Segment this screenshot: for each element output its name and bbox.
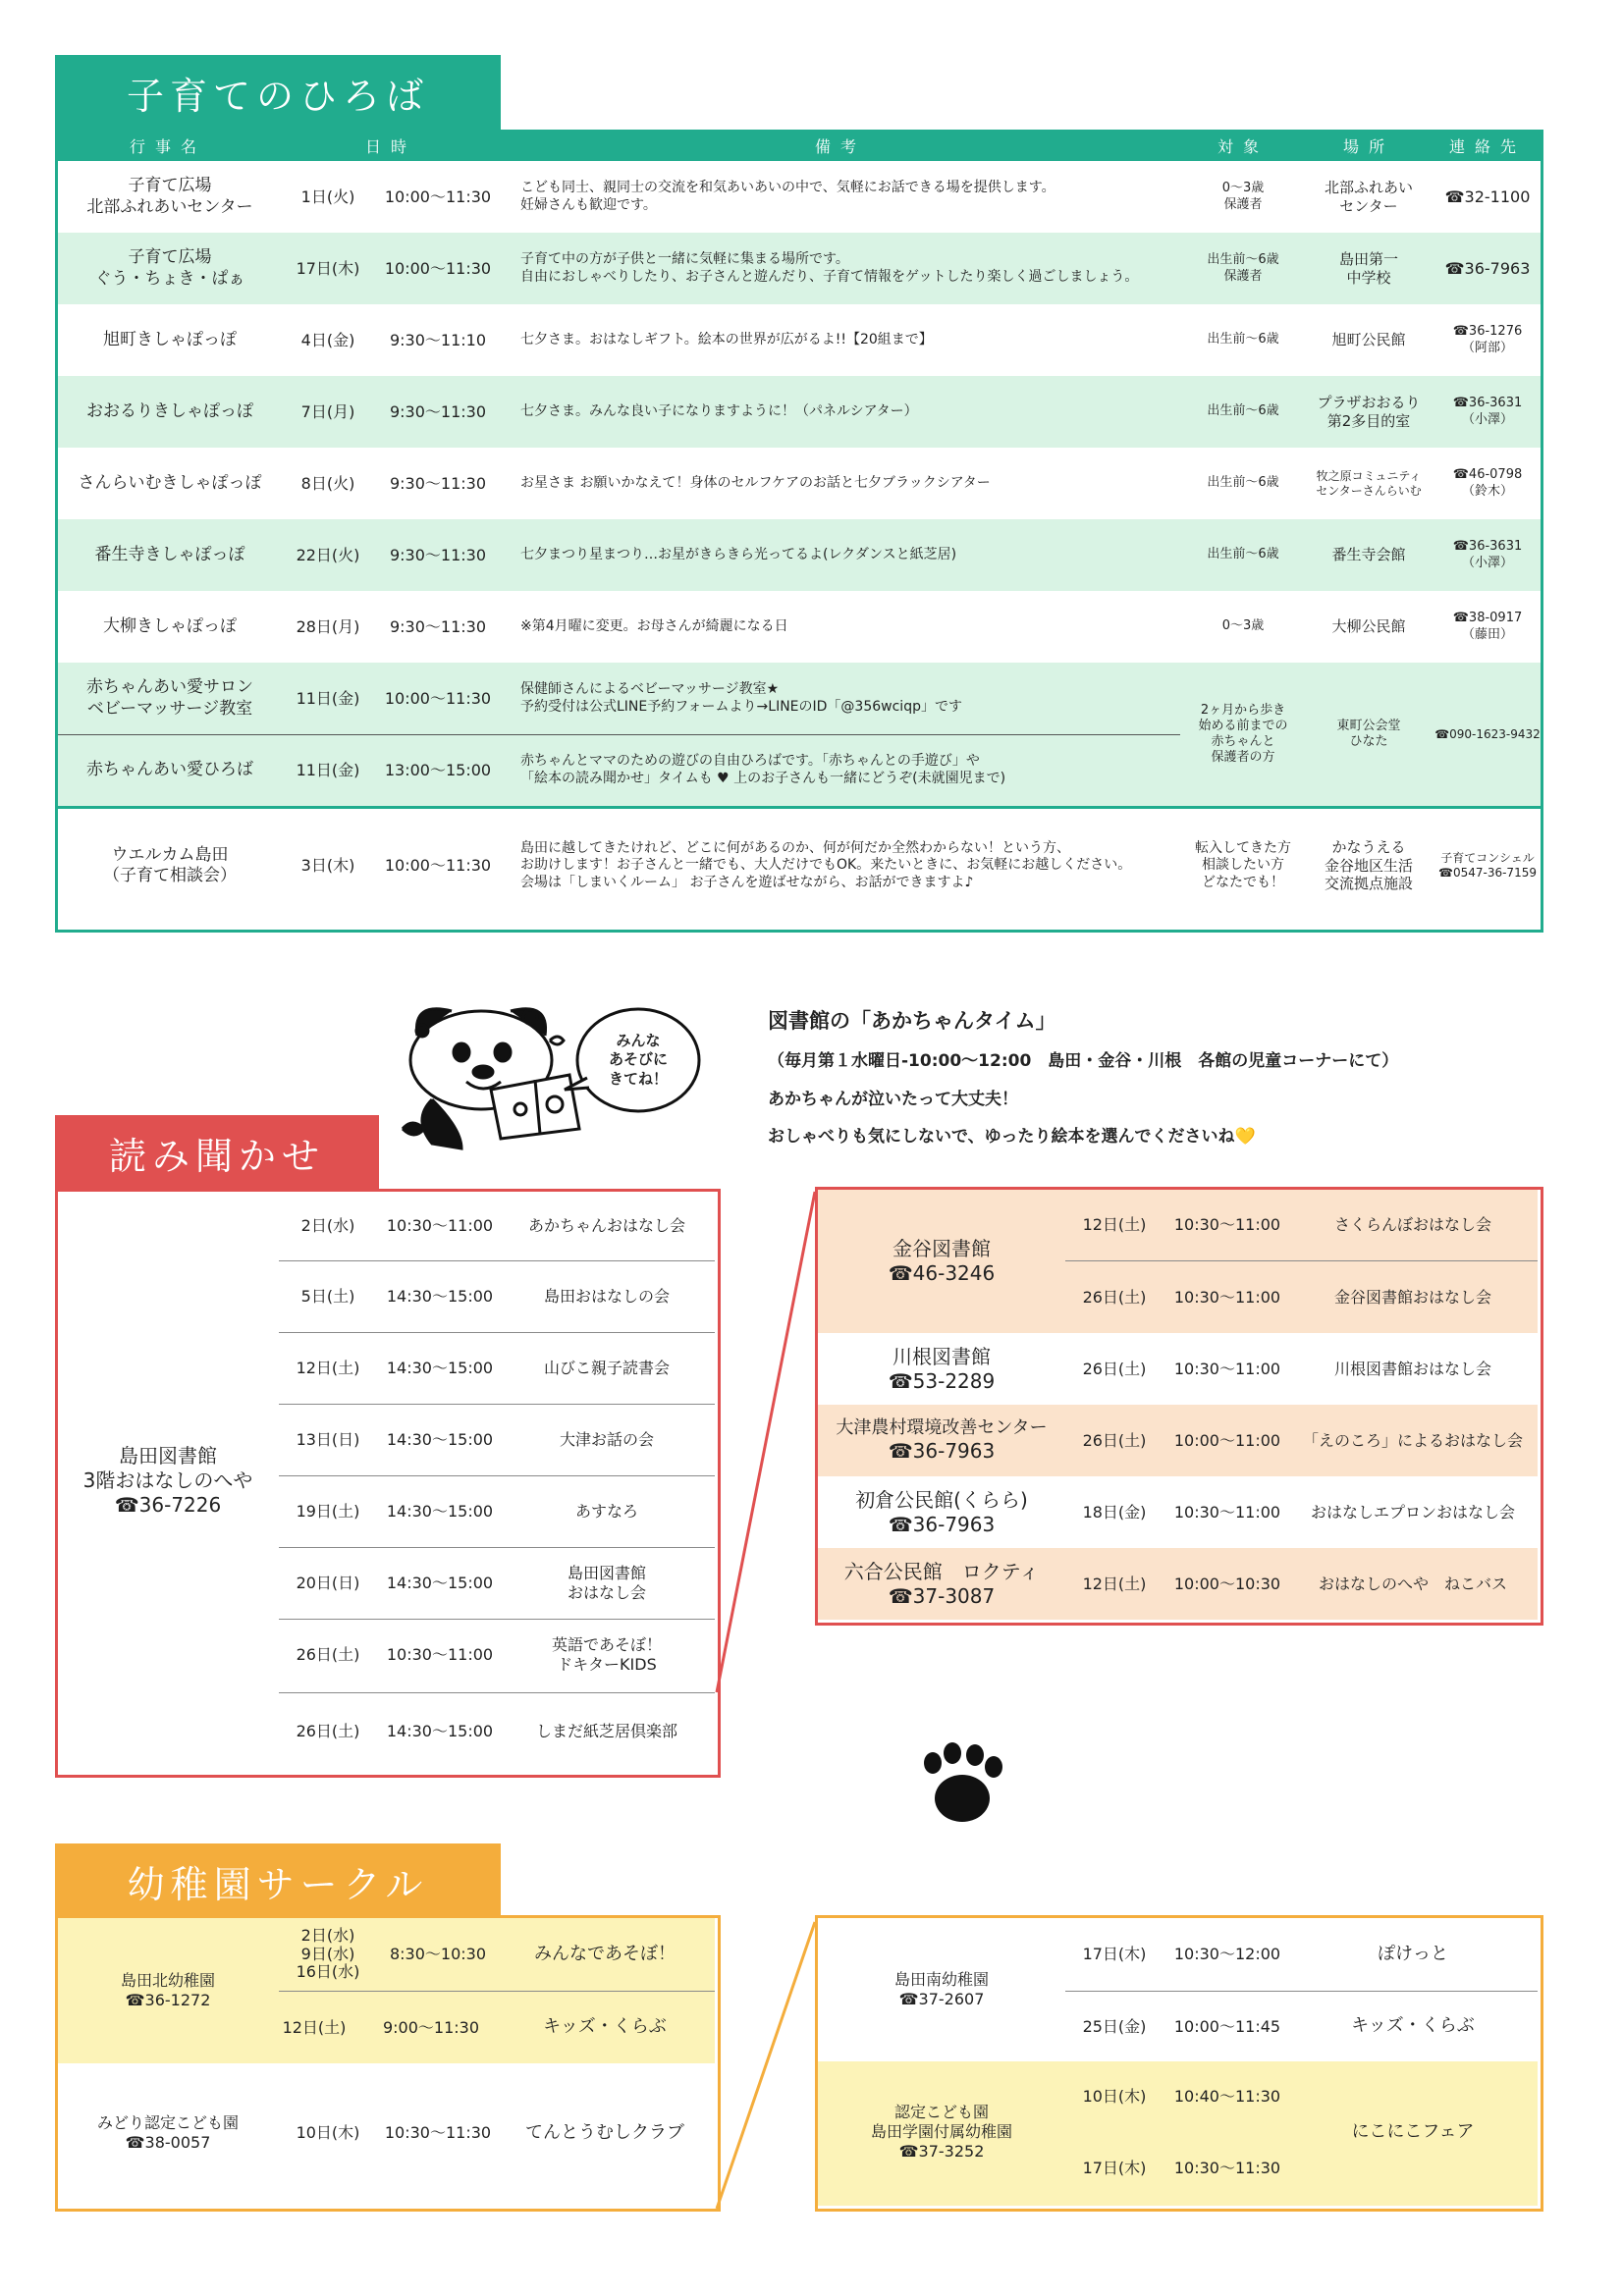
yomi-event: おはなしエプロンおはなし会 [1310, 1502, 1515, 1522]
yomi-time: 14:30～15:00 [386, 1722, 494, 1740]
library-venue-tel: ☎36-7963 [888, 1512, 996, 1536]
event-name: 大柳きしゃぽっぽ [103, 615, 237, 636]
circle-time: 9:00～11:30 [382, 2017, 480, 2037]
yomi-title-tab [55, 1115, 379, 1190]
event-target: 0～3歳 保護者 [1221, 181, 1265, 212]
yomi-day: 26日(土) [296, 1722, 360, 1740]
event-name: 旭町きしゃぽっぽ [103, 329, 237, 349]
row-line [279, 1547, 715, 1548]
yomi-event: 島田おはなしの会 [543, 1287, 670, 1306]
yomi-event: 英語であそぼ！ ドキターKIDS [551, 1635, 662, 1674]
event-name: 子育て広場 ぐう・ちょき・ぱぁ [94, 247, 245, 289]
event-note: 七夕まつり星まつり…お星がきらきら光ってるよ(レクダンスと紙芝居) [520, 546, 957, 562]
event-note: 島田に越してきたけれど、どこに何があるのか、何が何だか全然わからない！という方、 お助けします！お子さんと一緒でも、大人だけでもOK。来たいときに、お気軽にお越しください。 会場は「しまいくルーム」 お子さんを遊ばせながら、お話ができますよ♪ [520, 839, 1132, 890]
event-contact: ☎090-1623-9432 [1434, 726, 1541, 741]
event-place: 大柳公民館 [1331, 617, 1406, 636]
circle-time: 10:30～11:30 [1173, 2158, 1281, 2177]
event-contact: ☎46-0798 （鈴木） [1452, 467, 1523, 499]
event-day: 3日(木) [300, 856, 355, 875]
hiroba-header-contact: 連絡先 [1448, 136, 1526, 156]
yomi-time: 14:30～15:00 [386, 1359, 494, 1377]
kindergarten-venue: 島田南幼稚園 ☎37-2607 [893, 1970, 989, 2008]
event-day: 1日(火) [300, 187, 355, 206]
event-time: 13:00～15:00 [384, 760, 492, 779]
circle-event: キッズ・くらぶ [543, 2016, 667, 2038]
event-place: 島田第一 中学校 [1338, 249, 1398, 287]
dog-icon [403, 1009, 579, 1148]
event-target: 出生前～6歳 [1207, 332, 1279, 347]
library-venue-name: 川根図書館 [893, 1344, 991, 1368]
yomi-event: 川根図書館おはなし会 [1333, 1359, 1491, 1378]
hiroba-header-datetime: 日時 [364, 136, 416, 156]
event-time: 9:30～11:30 [389, 401, 487, 421]
event-day: 11日(金) [296, 760, 360, 779]
circle-day: 10日(木) [1082, 2087, 1147, 2106]
yomi-time: 14:30～15:00 [386, 1502, 494, 1521]
yomi-time: 10:30～11:00 [1173, 1359, 1281, 1378]
event-place: 番生寺会館 [1331, 546, 1406, 564]
yomi-day: 26日(土) [296, 1645, 360, 1664]
yomi-time: 10:30～11:00 [386, 1216, 494, 1235]
yomi-event: おはなしのへや ねこバス [1318, 1574, 1507, 1593]
event-contact: ☎32-1100 [1444, 187, 1531, 206]
event-note: 保健師さんによるベビーマッサージ教室★ 予約受付は公式LINE予約フォームより→LINEのID「@356wciqp」です [520, 681, 962, 715]
circle-event: てんとうむしクラブ [525, 2121, 684, 2143]
event-place: 牧之原コミュニティ センターさんらいむ [1316, 468, 1422, 498]
kindergarten-venue: 認定こども園 島田学園付属幼稚園 ☎37-3252 [870, 2103, 1012, 2161]
yomi-connector [717, 1192, 815, 1692]
yomi-day: 12日(土) [1082, 1215, 1147, 1234]
row-line [279, 1475, 715, 1476]
event-note: こども同士、親同士の交流を和気あいあいの中で、気軽にお話できる場を提供します。 妊婦さんも歓迎です。 [520, 180, 1055, 213]
yomi-time: 10:30～11:00 [1173, 1215, 1281, 1234]
yomi-event: 山びこ親子読書会 [543, 1359, 670, 1377]
yomi-day: 12日(土) [296, 1359, 360, 1377]
event-place: 東町公会堂 ひなた [1336, 718, 1401, 749]
circle-time: 10:30～11:30 [384, 2123, 492, 2142]
row-line [279, 1404, 715, 1405]
event-note: 七夕さま。みんな良い子になりますように！（パネルシアター） [520, 402, 918, 419]
event-contact: ☎36-3631 （小澤） [1452, 396, 1523, 427]
library-venue-name: 初倉公民館(くらら) [855, 1487, 1028, 1512]
yomi-time: 10:30～11:00 [1173, 1287, 1281, 1307]
paw-print-icon [924, 1742, 1002, 1822]
event-day: 17日(木) [296, 258, 360, 278]
circle-time: 10:40～11:30 [1173, 2087, 1281, 2106]
yomi-event: あすなろ [574, 1502, 638, 1521]
library-line1: （毎月第１水曜日-10:00～12:00 島田・金谷・川根 各館の児童コーナーにて） [768, 1051, 1399, 1071]
event-note: ※第4月曜に変更。お母さんが綺麗になる日 [520, 617, 788, 634]
library-venue [819, 1190, 1064, 1333]
yomi-event: さくらんぼおはなし会 [1333, 1215, 1491, 1234]
yomi-day: 20日(日) [296, 1574, 360, 1592]
event-day: 4日(金) [300, 330, 355, 349]
yomi-time: 14:30～15:00 [386, 1574, 494, 1592]
yomi-day: 12日(土) [1082, 1574, 1147, 1593]
yomi-day: 19日(土) [296, 1502, 360, 1521]
yomi-day: 5日(土) [300, 1287, 355, 1306]
hiroba-header-note: 備考 [814, 136, 866, 156]
circle-time: 10:00～11:45 [1173, 2016, 1281, 2036]
library-venue [819, 1548, 1064, 1620]
yomi-day: 2日(水) [300, 1216, 355, 1235]
event-target: 出生前～6歳 [1207, 403, 1279, 419]
circle-day: 2日(水) 9日(水) 16日(水) [296, 1926, 360, 1982]
yomi-time: 14:30～15:00 [386, 1430, 494, 1449]
event-place: 旭町公民館 [1331, 331, 1406, 349]
library-venue-tel: ☎46-3246 [888, 1261, 996, 1285]
yomi-day: 18日(金) [1082, 1502, 1147, 1522]
event-name: さんらいむきしゃぽっぽ [78, 472, 262, 493]
yomi-event: 「えのころ」によるおはなし会 [1302, 1430, 1523, 1450]
event-place: かなうえる 金谷地区生活 交流拠点施設 [1324, 837, 1413, 893]
library-venue [819, 1476, 1064, 1548]
event-name: おおるりきしゃぽっぽ [86, 400, 253, 421]
event-place: 北部ふれあい センター [1324, 178, 1413, 215]
event-note: 赤ちゃんとママのための遊びの自由ひろばです。「赤ちゃんとの手遊び」や 「絵本の読み聞かせ」タイムも ♥ 上のお子さんも一緒にどうぞ(未就園児まで) [520, 753, 1006, 786]
library-venue [819, 1405, 1064, 1476]
youchien-title: 幼稚園サークル [127, 1862, 429, 1906]
event-name: 子育て広場 北部ふれあいセンター [86, 176, 253, 217]
event-name: 赤ちゃんあい愛サロン ベビーマッサージ教室 [86, 677, 253, 719]
circle-time: 10:30～12:00 [1173, 1945, 1281, 1963]
event-time: 9:30～11:30 [389, 616, 487, 636]
hiroba-header-event: 行事名 [129, 136, 206, 156]
library-venue-name: 金谷図書館 [893, 1237, 991, 1260]
event-target: 転入してきた方 相談したい方 どなたでも！ [1195, 839, 1291, 890]
library-venue-name: 六合公民館 ロクティ [843, 1559, 1040, 1583]
youchien-title-tab [55, 1843, 501, 1918]
event-target: 0～3歳 [1221, 618, 1265, 634]
event-time: 10:00～11:30 [384, 258, 492, 278]
event-day: 8日(火) [300, 473, 355, 493]
hiroba-header-place: 場所 [1342, 136, 1394, 156]
kindergarten-venue: 島田北幼稚園 ☎36-1272 [120, 1971, 215, 2009]
event-contact: ☎38-0917 （藤田） [1452, 611, 1523, 642]
event-target: 出生前～6歳 [1207, 475, 1279, 491]
event-name: 赤ちゃんあい愛ひろば [86, 759, 253, 779]
speech-bubble-text: みんな あそびに きてね！ [608, 1031, 668, 1088]
yomi-title: 読み聞かせ [108, 1134, 325, 1178]
event-time: 10:00～11:30 [384, 688, 492, 708]
event-name: ウエルカム島田 （子育て相談会） [103, 844, 237, 885]
library-venue-tel: ☎37-3087 [888, 1583, 996, 1608]
event-name: 番生寺きしゃぽっぽ [94, 544, 245, 564]
event-contact: 子育てコンシェル ☎0547-36-7159 [1438, 851, 1537, 880]
event-note: お星さま お願いかなえて！身体のセルフケアのお話と七夕ブラックシアター [520, 474, 991, 491]
circle-day: 10日(木) [296, 2123, 360, 2142]
library-venue-name: 大津農村環境改善センター [836, 1416, 1048, 1438]
yomi-time: 14:30～15:00 [386, 1287, 494, 1306]
library-venue-tel: ☎53-2289 [888, 1368, 996, 1393]
yomi-event: あかちゃんおはなし会 [527, 1216, 685, 1235]
event-target: 2ヶ月から歩き 始める前までの 赤ちゃんと 保護者の方 [1198, 702, 1288, 766]
row-line [279, 1260, 715, 1261]
circle-event: にこにこフェア [1351, 2120, 1475, 2142]
circle-day: 17日(木) [1082, 2158, 1147, 2177]
hiroba-header-target: 対象 [1217, 136, 1269, 156]
circle-event: キッズ・くらぶ [1351, 2015, 1475, 2037]
library-line3: おしゃべりも気にしないで、ゆったり絵本を選んでくださいね💛 [768, 1127, 1256, 1147]
kindergarten-venue: みどり認定こども園 ☎38-0057 [96, 2113, 239, 2152]
row-line [279, 1332, 715, 1333]
event-day: 7日(月) [300, 401, 355, 421]
circle-event: ぽけっと [1378, 1943, 1448, 1964]
event-note: 七夕さま。おはなしギフト。絵本の世界が広がるよ!!【20組まで】 [520, 331, 933, 347]
circle-time: 8:30～10:30 [389, 1945, 487, 1963]
circle-day: 17日(木) [1082, 1945, 1147, 1963]
event-time: 10:00～11:30 [384, 187, 492, 206]
library-line2: あかちゃんが泣いたって大丈夫！ [768, 1090, 1018, 1109]
yomi-event: 島田図書館 おはなし会 [567, 1564, 646, 1602]
event-note: 子育て中の方が子供と一緒に気軽に集まる場所です。 自由におしゃべりしたり、お子さんと遊んだり、子育て情報をゲットしたり楽しく過ごしましょう。 [520, 251, 1139, 285]
library-title: 図書館の「あかちゃんタイム」 [768, 1009, 1056, 1033]
event-day: 28日(月) [296, 616, 360, 636]
yomi-event: 大津お話の会 [559, 1430, 654, 1449]
yomi-event: しまだ紙芝居倶楽部 [535, 1722, 677, 1740]
row-line [279, 1692, 715, 1693]
event-day: 22日(火) [296, 545, 360, 564]
yomi-time: 10:30～11:00 [386, 1645, 494, 1664]
yomi-event: 金谷図書館おはなし会 [1333, 1287, 1491, 1307]
event-time: 9:30～11:10 [389, 330, 487, 349]
hiroba-title: 子育てのひろば [126, 74, 429, 118]
yomi-day: 26日(土) [1082, 1287, 1147, 1307]
yomi-day: 26日(土) [1082, 1430, 1147, 1450]
library-venue-tel: ☎36-7963 [888, 1439, 996, 1464]
circle-event: みんなであそぼ！ [534, 1943, 676, 1964]
event-target: 出生前～6歳 保護者 [1207, 252, 1279, 284]
event-contact: ☎36-7963 [1444, 258, 1531, 278]
yomi-day: 13日(日) [296, 1430, 360, 1449]
youchien-connector [717, 1922, 815, 2209]
row-line [279, 1619, 715, 1620]
yomi-main-venue: 島田図書館 3階おはなしのへや ☎36-7226 [82, 1443, 253, 1517]
event-time: 9:30～11:30 [389, 473, 487, 493]
event-contact: ☎36-1276 （阿部） [1452, 324, 1523, 355]
event-contact: ☎36-3631 （小澤） [1452, 539, 1523, 570]
yomi-time: 10:00～11:00 [1173, 1430, 1281, 1450]
library-venue [819, 1333, 1064, 1405]
yomi-time: 10:00～10:30 [1173, 1574, 1281, 1593]
event-place: プラザおおるり 第2多目的室 [1317, 393, 1421, 430]
event-time: 9:30～11:30 [389, 545, 487, 564]
yomi-day: 26日(土) [1082, 1359, 1147, 1378]
circle-day: 12日(土) [282, 2017, 347, 2037]
circle-day: 25日(金) [1082, 2016, 1147, 2036]
yomi-time: 10:30～11:00 [1173, 1502, 1281, 1522]
event-day: 11日(金) [296, 688, 360, 708]
event-target: 出生前～6歳 [1207, 547, 1279, 562]
event-time: 10:00～11:30 [384, 856, 492, 875]
